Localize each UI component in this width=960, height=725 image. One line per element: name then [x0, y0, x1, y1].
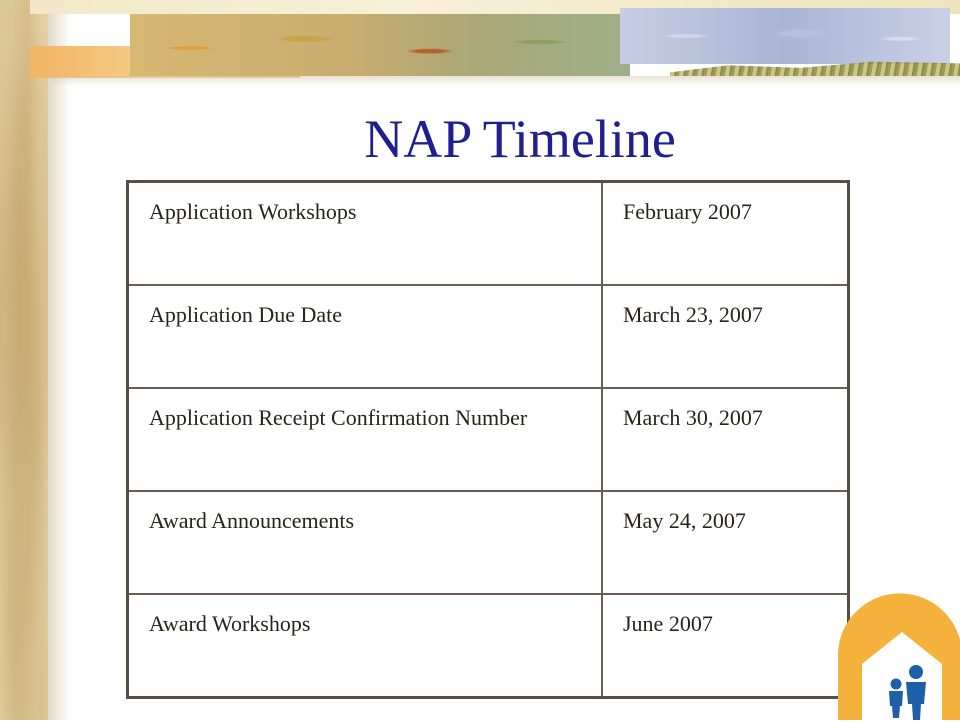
- date-cell: June 2007: [602, 594, 849, 698]
- event-cell: Award Announcements: [128, 491, 603, 594]
- table-row: [128, 388, 849, 491]
- logo-adult-body: [906, 682, 926, 720]
- house-family-logo-svg: [830, 580, 960, 720]
- table-row: [128, 491, 849, 594]
- logo-child-head: [891, 679, 902, 690]
- date-cell: May 24, 2007: [602, 491, 849, 594]
- house-family-logo-icon: [830, 580, 960, 720]
- event-cell: Application Receipt Confirmation Number: [128, 388, 603, 491]
- table-row: [128, 182, 849, 286]
- slide-title: NAP Timeline: [364, 109, 676, 169]
- logo-child-body: [889, 691, 903, 718]
- event-cell: Application Due Date: [128, 285, 603, 388]
- date-cell: March 23, 2007: [602, 285, 849, 388]
- timeline-table: [126, 180, 850, 699]
- date-cell: February 2007: [602, 182, 849, 286]
- event-cell: Award Workshops: [128, 594, 603, 698]
- decorative-banner: [30, 0, 960, 82]
- banner-panel-blue: [620, 8, 950, 64]
- banner-panel-leaves: [130, 14, 630, 76]
- date-cell: March 30, 2007: [602, 388, 849, 491]
- table-row: [128, 285, 849, 388]
- banner-shade: [50, 76, 960, 86]
- table-row: [128, 594, 849, 698]
- event-cell: Application Workshops: [128, 182, 603, 286]
- logo-adult-head: [909, 665, 923, 679]
